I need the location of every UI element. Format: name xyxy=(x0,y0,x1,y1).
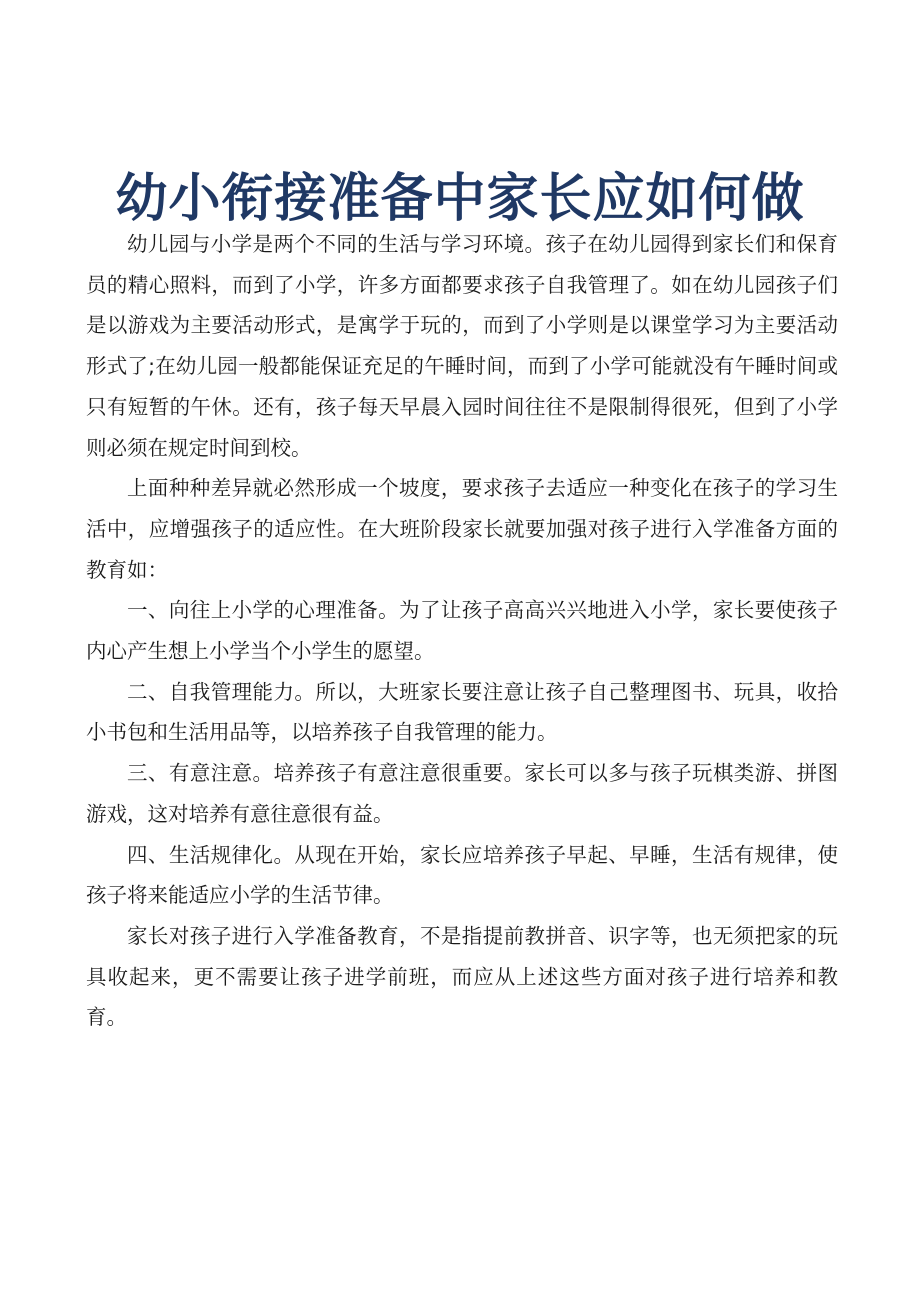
paragraph-point-2: 二、自我管理能力。所以，大班家长要注意让孩子自己整理图书、玩具，收拾小书包和生活用品等，以培养孩子自我管理的能力。 xyxy=(86,679,838,745)
document-body xyxy=(86,224,838,1038)
paragraph-difference: 上面种种差异就必然形成一个坡度，要求孩子去适应一种变化在孩子的学习生活中，应增强孩子的适应性。在大班阶段家长就要加强对孩子进行入学准备方面的教育如： xyxy=(86,476,838,582)
paragraph-point-3: 三、有意注意。培养孩子有意注意很重要。家长可以多与孩子玩棋类游、拼图游戏，这对培养有意往意很有益。 xyxy=(86,761,838,826)
paragraph-point-1: 一、向往上小学的心理准备。为了让孩子高高兴兴地进入小学，家长要使孩子内心产生想上小学当个小学生的愿望。 xyxy=(86,598,838,664)
document-title: 幼小衔接准备中家长应如何做 xyxy=(115,168,805,229)
paragraph-point-4: 四、生活规律化。从现在开始，家长应培养孩子早起、早睡，生活有规律，使孩子将来能适应小学的生活节律。 xyxy=(86,842,838,908)
paragraph-intro: 幼儿园与小学是两个不同的生活与学习环境。孩子在幼儿园得到家长们和保育员的精心照料，而到了小学，许多方面都要求孩子自我管理了。如在幼儿园孩子们是以游戏为主要活动形式，是寓学于玩的，而到了小学则是以课堂学习为主要活动形式了;在幼儿园一般都能保证充足的午睡时间，而到了小学可能就没有午睡时间或只有短暂的午休。还有，孩子每天早晨入园时间往往不是限制得很死，但到了小学则必须在规定时间到校。 xyxy=(86,232,838,460)
paragraph-conclusion: 家长对孩子进行入学准备教育，不是指提前教拼音、识字等，也无须把家的玩具收起来，更不需要让孩子进学前班，而应从上述这些方面对孩子进行培养和教育。 xyxy=(86,923,838,1030)
